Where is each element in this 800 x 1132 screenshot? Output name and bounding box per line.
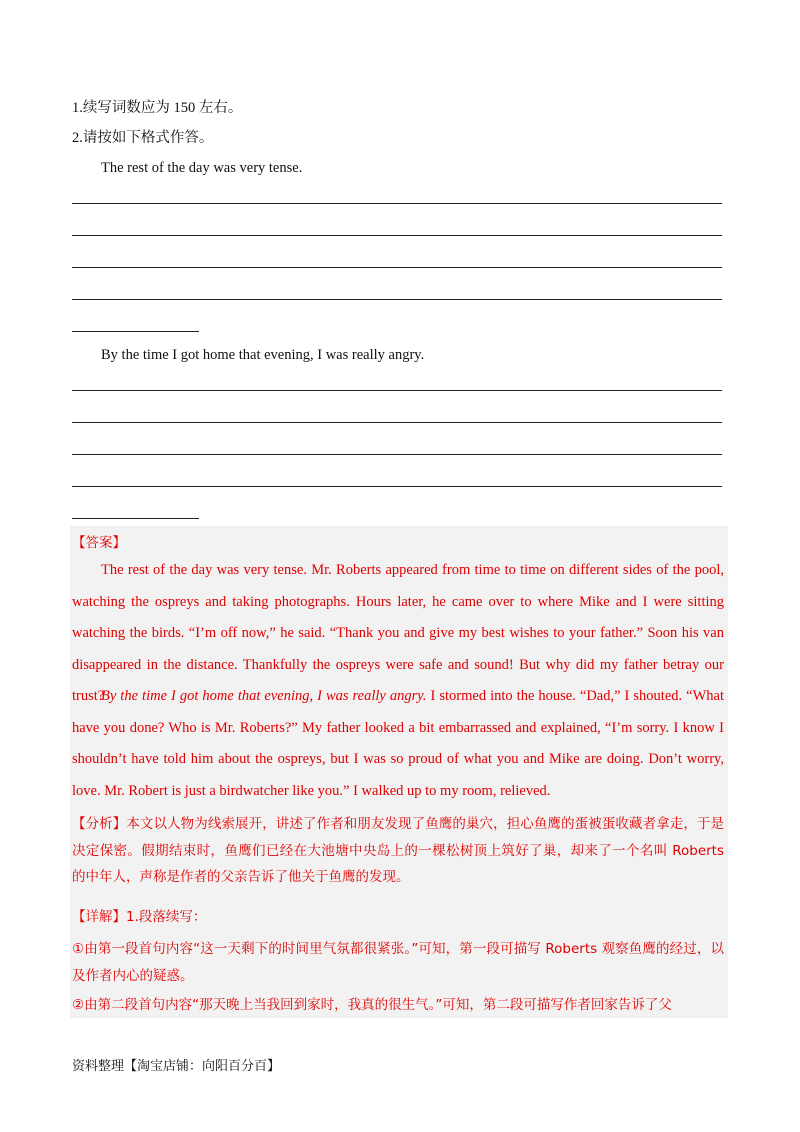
writing-line-short <box>72 331 199 332</box>
writing-line-short <box>72 518 199 519</box>
detail-heading-text: 1.段落续写： <box>126 909 207 925</box>
writing-line <box>72 267 722 268</box>
paragraph-2-opening: By the time I got home that evening, I was really angry. <box>101 347 425 363</box>
detail-label: 【详解】 <box>72 909 126 925</box>
writing-line <box>72 422 722 423</box>
detail-point-2: ②由第二段首句内容“那天晚上当我回到家时，我真的很生气。”可知，第二段可描写作者回家告诉了父 <box>72 997 672 1013</box>
detail-heading <box>72 905 724 931</box>
analysis-label: 【分析】 <box>72 816 127 832</box>
writing-line <box>72 299 722 300</box>
answer-label: 【答案】 <box>72 535 126 551</box>
footer-note: 资料整理【淘宝店铺：向阳百分百】 <box>72 1059 281 1074</box>
detail-point-1: ①由第一段首句内容“这一天剩下的时间里气氛都很紧张。”可知，第一段可描写 Roberts 观察鱼鹰的经过，以及作者内心的疑惑。 <box>72 941 724 984</box>
writing-line <box>72 203 722 204</box>
writing-line <box>72 454 722 455</box>
analysis-text: 本文以人物为线索展开，讲述了作者和朋友发现了鱼鹰的巢穴，担心鱼鹰的蛋被蛋收藏者拿走，于是决定保密。假期结束时，鱼鹰们已经在大池塘中央岛上的一棵松树顶上筑好了巢，却来了一个名叫 Roberts 的中年人，声称是作者的父亲告诉了他关于鱼鹰的发现。 <box>72 816 725 885</box>
answer-paragraph-2-opening: By the time I got home that evening, I was really angry. <box>101 688 427 704</box>
answer-paragraph-2 <box>72 681 724 807</box>
answer-paragraph-1-text: The rest of the day was very tense. Mr. Roberts appeared from time to time on different sides of the pool, watching the ospreys and taking photographs. Hours later, he came over to where Mike and I were sitting watching the birds. “I’m off now,” he said. “Thank you and give my best wishes to your father.” Soon his van disappeared in the distance. Thankfully the ospreys were safe and sound! But why did my father betray our trust? <box>72 562 724 704</box>
writing-line <box>72 390 722 391</box>
analysis-paragraph <box>72 811 724 891</box>
writing-line <box>72 235 722 236</box>
paragraph-1-opening: The rest of the day was very tense. <box>101 160 303 176</box>
answer-paragraph-2-text: I stormed into the house. “Dad,” I shouted. “What have you done? Who is Mr. Roberts?” My father looked a bit embarrassed and explained, “I’m sorry. I know I shouldn’t have told him about the ospreys, but I was so proud of what you and Mike are doing. Don’t worry, love. Mr. Robert is just a birdwatcher like you.” I walked up to my room, relieved. <box>72 688 724 799</box>
instruction-2: 2.请按如下格式作答。 <box>72 130 214 146</box>
instruction-1: 1.续写词数应为 150 左右。 <box>72 100 243 116</box>
writing-line <box>72 486 722 487</box>
